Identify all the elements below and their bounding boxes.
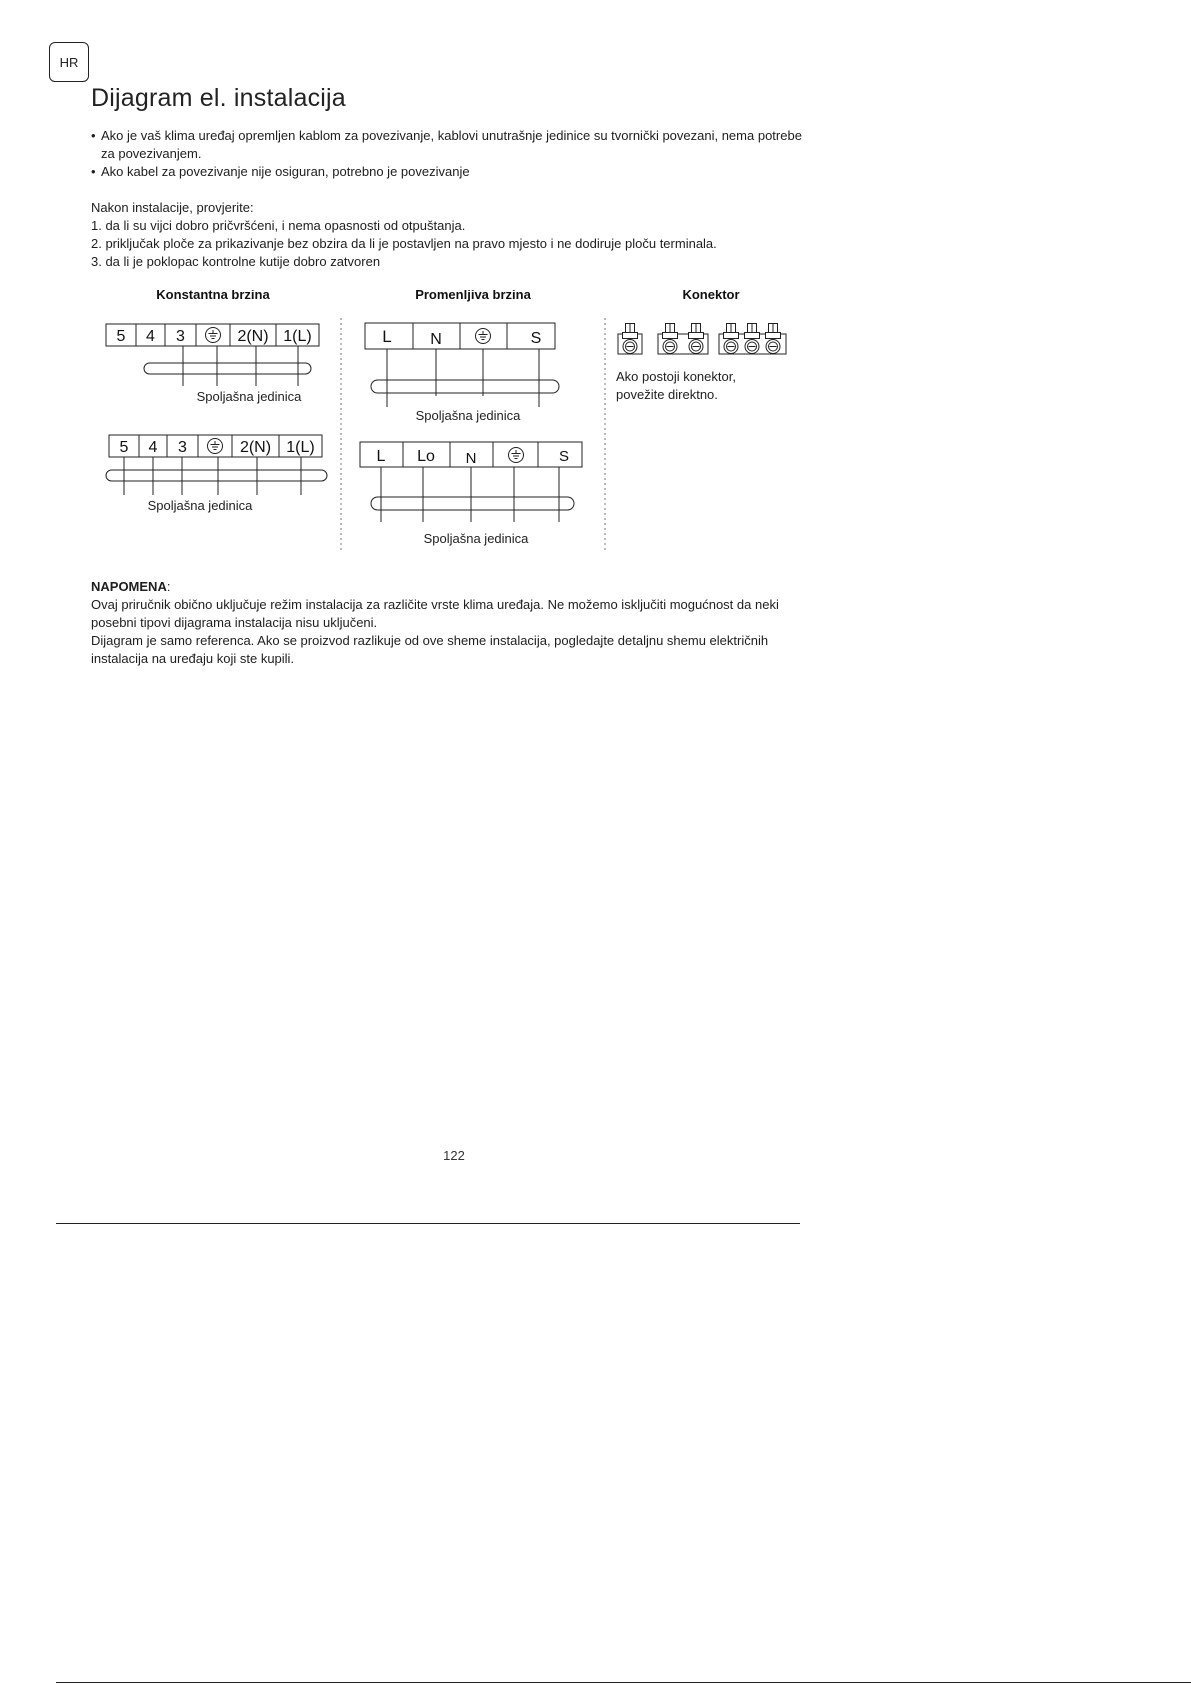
heading-constant-speed: Konstantna brzina <box>156 290 270 302</box>
terminal-label: Lo <box>417 448 435 465</box>
wiring-diagrams <box>91 290 811 555</box>
earth-ground-icon <box>509 448 524 463</box>
bullet-item <box>91 127 811 163</box>
page-title: Dijagram el. instalacija <box>91 84 346 112</box>
terminal-label: 1(L) <box>283 328 312 345</box>
bullet-text: Ako je vaš klima uređaj opremljen kablom za povezivanje, kablovi unutrašnje jedinice su tvornički povezani, nema potrebe za povezivanjem. <box>101 128 802 161</box>
checklist-item: 2. priključak ploče za prikazivanje bez obzira da li je postavljen na pravo mjesto i ne dodiruje ploču terminala. <box>91 236 717 251</box>
earth-ground-icon <box>208 439 223 454</box>
page-divider <box>56 1682 1191 1683</box>
terminal-label: 4 <box>146 328 155 345</box>
terminal-label: L <box>376 448 386 465</box>
connector-caption: Ako postoji konektor, <box>616 369 736 384</box>
checklist-heading: Nakon instalacije, provjerite: <box>91 200 254 215</box>
outdoor-unit-caption: Spoljašna jedinica <box>196 389 302 404</box>
bullet-marker: • <box>91 128 96 143</box>
bullet-marker: • <box>91 164 96 179</box>
earth-ground-icon <box>476 329 491 344</box>
page-divider <box>56 1223 800 1224</box>
connector-plug-icon <box>719 324 786 355</box>
checklist-item: 1. da li su vijci dobro pričvršćeni, i nema opasnosti od otpuštanja. <box>91 218 466 233</box>
terminal-label: 3 <box>176 328 185 345</box>
bullet-item <box>91 163 811 181</box>
earth-ground-icon <box>206 328 221 343</box>
constant-speed-diagram-b <box>106 435 327 513</box>
note-paragraph: Ovaj priručnik obično uključuje režim instalacija za različite vrste klima uređaja. Ne možemo isključiti mogućnost da neki posebni tipovi dijagrama instalacija nisu uključeni. <box>91 597 779 630</box>
outdoor-unit-caption: Spoljašna jedinica <box>415 408 521 423</box>
note-heading <box>91 578 811 596</box>
terminal-label: N <box>430 331 442 348</box>
checklist <box>91 199 811 271</box>
terminal-label: S <box>558 448 570 465</box>
checklist-item: 3. da li je poklopac kontrolne kutije dobro zatvoren <box>91 254 381 269</box>
connector-plug-icon <box>618 324 642 355</box>
terminal-label: L <box>382 327 392 346</box>
heading-variable-speed: Promenljiva brzina <box>415 290 531 302</box>
variable-speed-diagram-b <box>360 442 582 546</box>
intro-bullets <box>91 127 811 181</box>
note-colon: : <box>166 579 171 594</box>
terminal-label: 2(N) <box>237 328 269 345</box>
note-label: NAPOMENA <box>91 579 167 594</box>
wiring-diagrams-svg <box>91 290 811 555</box>
outdoor-unit-caption: Spoljašna jedinica <box>147 498 253 513</box>
bullet-text: Ako kabel za povezivanje nije osiguran, potrebno je povezivanje <box>101 164 470 179</box>
connector-plug-icon <box>658 324 708 355</box>
heading-connector: Konektor <box>682 290 740 302</box>
terminal-label: 4 <box>148 439 158 456</box>
constant-speed-diagram-a <box>106 324 319 404</box>
connector-caption: povežite direktno. <box>616 387 718 402</box>
note-paragraph: Dijagram je samo referenca. Ako se proizvod razlikuje od ove sheme instalacija, pogledajte detaljnu shemu električnih instalacija na uređaju koji ste kupili. <box>91 633 769 666</box>
terminal-label: 5 <box>116 328 126 345</box>
terminal-label: N <box>465 450 477 467</box>
note-section <box>91 578 811 668</box>
variable-speed-diagram-a <box>365 323 559 423</box>
terminal-label: 2(N) <box>239 439 272 456</box>
terminal-label: 1(L) <box>286 439 315 456</box>
connector-illustration <box>616 324 786 403</box>
page-number: 122 <box>443 1148 465 1163</box>
language-badge: HR <box>49 42 89 82</box>
terminal-label: S <box>530 330 542 347</box>
terminal-label: 5 <box>119 439 129 456</box>
terminal-label: 3 <box>178 439 187 456</box>
outdoor-unit-caption: Spoljašna jedinica <box>423 531 529 546</box>
